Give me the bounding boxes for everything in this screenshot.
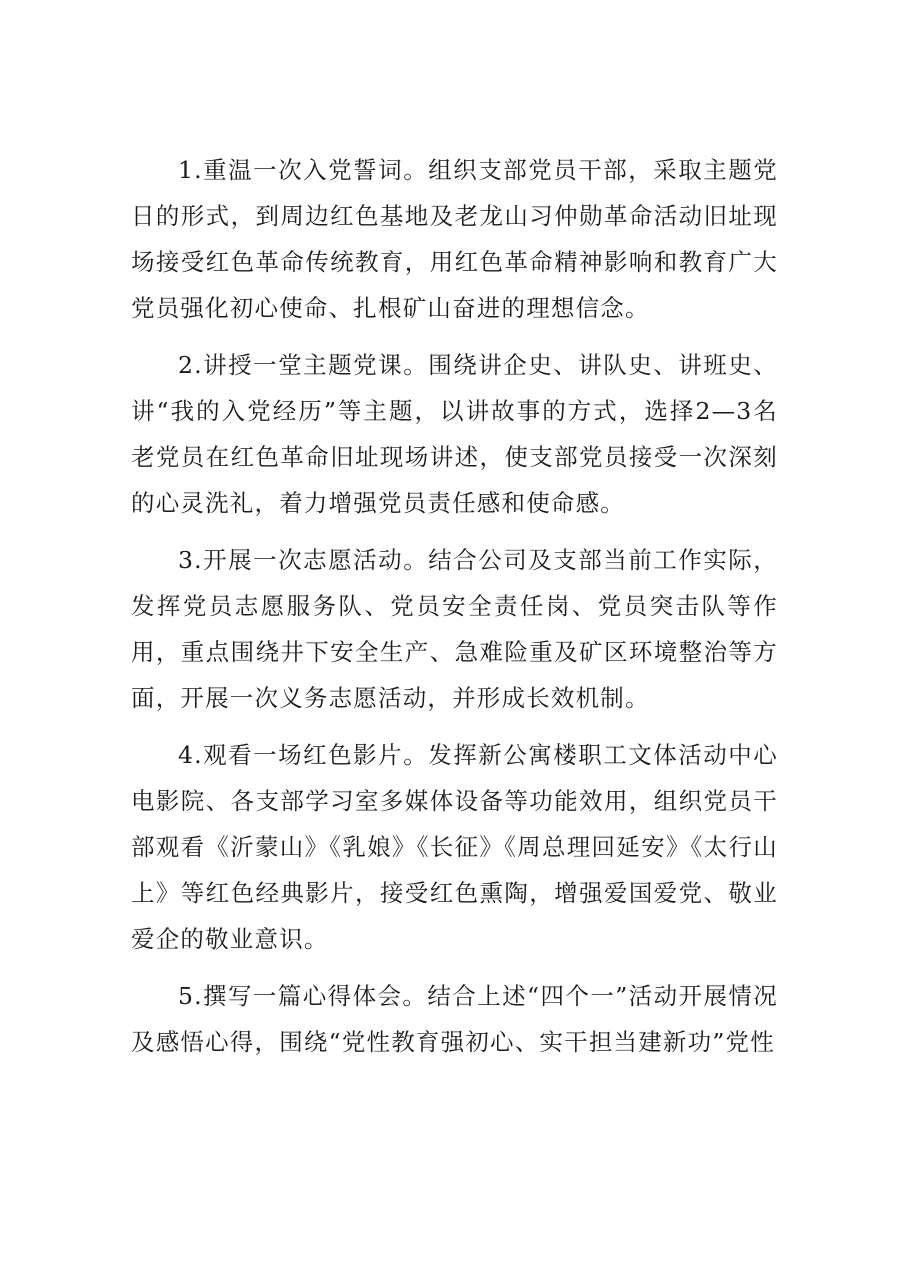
paragraph-4: 4.观看一场红色影片。发挥新公寓楼职工文体活动中心电影院、各支部学习室多媒体设备等功能效用，组织党员干部观看《沂蒙山》《乳娘》《长征》《周总理回延安》《太行山上》等红色经典影片，接受红色熏陶，增强爱国爱党、敬业爱企的敬业意识。 <box>131 741 778 953</box>
paragraph-1: 1.重温一次入党誓词。组织支部党员干部，采取主题党日的形式，到周边红色基地及老龙山习仲勋革命活动旧址现场接受红色革命传统教育，用红色革命精神影响和教育广大党员强化初心使命、扎根矿山奋进的理想信念。 <box>131 156 778 322</box>
paragraph-2: 2.讲授一堂主题党课。围绕讲企史、讲队史、讲班史、讲“我的入党经历”等主题，以讲故事的方式，选择2—3名老党员在红色革命旧址现场讲述，使支部党员接受一次深刻的心灵洗礼，着力增强党员责任感和使命感。 <box>131 351 778 517</box>
paragraph-5: 5.撰写一篇心得体会。结合上述“四个一”活动开展情况及感悟心得，围绕“党性教育强初心、实干担当建新功”党性 <box>131 982 778 1056</box>
paragraph-3: 3.开展一次志愿活动。结合公司及支部当前工作实际，发挥党员志愿服务队、党员安全责任岗、党员突击队等作用，重点围绕井下安全生产、急难险重及矿区环境整治等方面，开展一次义务志愿活动，并形成长效机制。 <box>131 546 778 712</box>
